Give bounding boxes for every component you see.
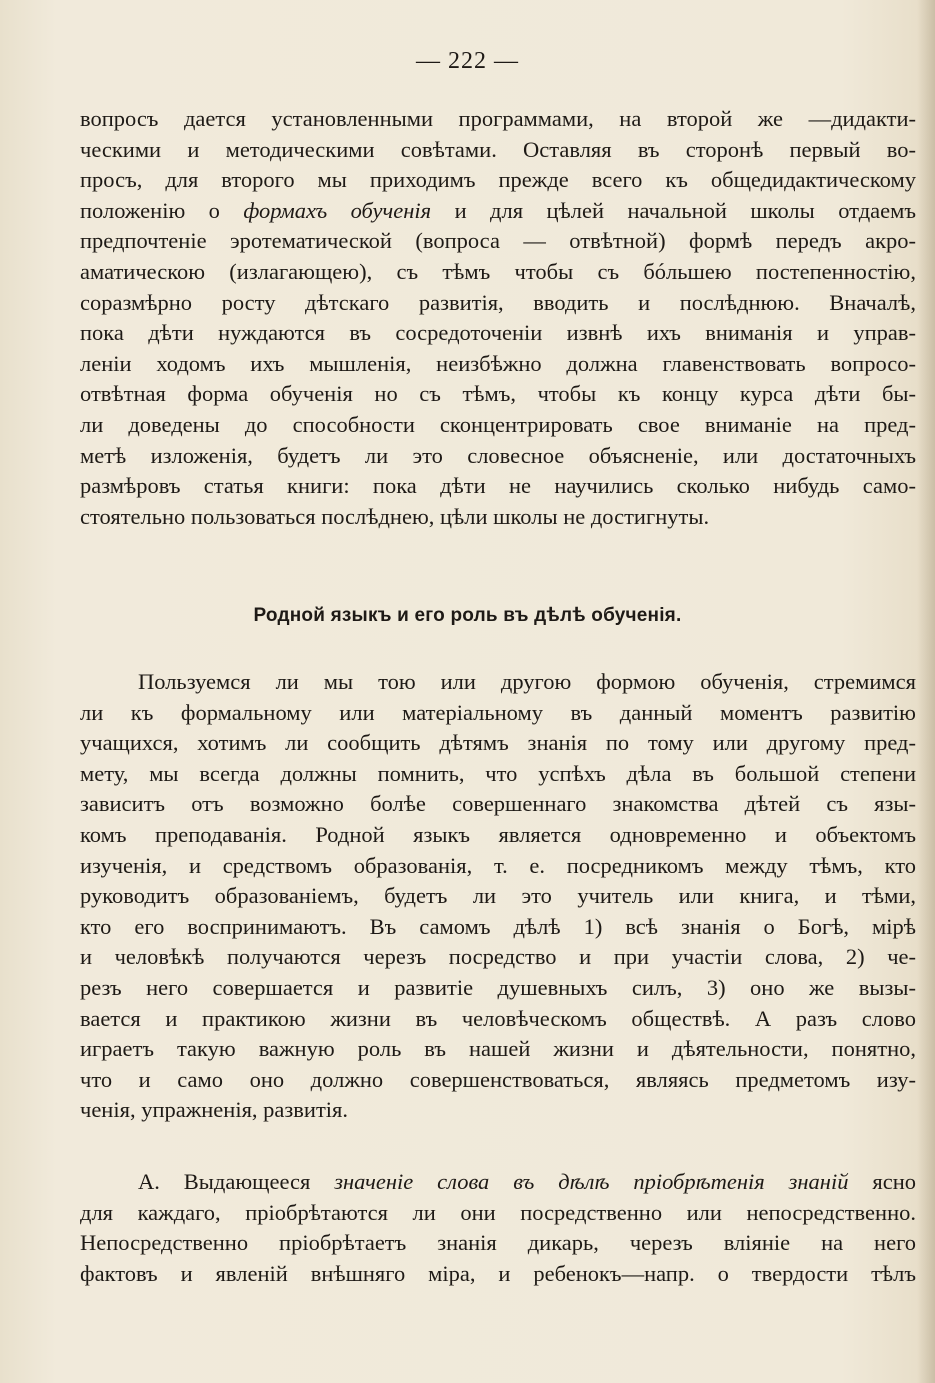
emphasized-text: значеніе слова въ дѣлѣ пріобрѣтенія знаній [334, 1169, 849, 1194]
text-line: резъ него совершается и развитіе душевныхъ силъ, 3) оно же вызы- [80, 974, 916, 1000]
text-line: для каждаго, пріобрѣтаются ли они посредственно или непосредственно. [80, 1199, 916, 1225]
text-run: и для цѣлей начальной школы отдаемъ [454, 197, 916, 223]
text-line: отвѣтная форма обученія но съ тѣмъ, чтобы къ концу курса дѣти бы- [80, 381, 916, 407]
text-line: Пользуемся ли мы тою или другою формою обученія, стремимся [138, 669, 916, 694]
text-run: положенію о [80, 197, 220, 223]
text-line: аматическою (излагающею), съ тѣмъ чтобы съ бóльшею постепенностію, [80, 258, 916, 284]
text-line: просъ, для второго мы приходимъ прежде всего къ общедидактическому [80, 167, 916, 193]
text-line: ли доведены до способности сконцентрировать свое вниманіе на пред- [80, 411, 916, 437]
emphasized-text: формахъ обученія [243, 197, 432, 223]
text-line: что и само оно должно совершенствоваться, являясь предметомъ изу- [80, 1066, 916, 1092]
text-line: ческими и методическими совѣтами. Оставляя въ сторонѣ первый во- [80, 136, 916, 162]
text-run: ясно [872, 1169, 916, 1194]
text-line: фактовъ и явленій внѣшняго міра, и ребенокъ—напр. о твердости тѣлъ [80, 1260, 916, 1286]
text-line: зависитъ отъ возможно болѣе совершеннаго знакомства дѣтей съ язы- [80, 791, 916, 817]
paragraph-2 [80, 667, 916, 1126]
text-line: играетъ такую важную роль въ нашей жизни и дѣятельности, понятно, [80, 1036, 916, 1062]
text-run: А. Выдающееся [138, 1169, 311, 1194]
text-line: и человѣкѣ получаются черезъ посредство и при участіи слова, 2) че- [80, 944, 916, 970]
text-line [80, 196, 916, 227]
text-line: кто его воспринимаютъ. Въ самомъ дѣлѣ 1) всѣ знанія о Богѣ, мірѣ [80, 913, 916, 939]
text-line [80, 1167, 916, 1198]
text-line: метѣ изложенія, будетъ ли это словесное объясненіе, или достаточныхъ [80, 442, 916, 468]
text-line: руководитъ образованіемъ, будетъ ли это учитель или книга, и тѣми, [80, 883, 916, 909]
text-line: стоятельно пользоваться послѣднею, цѣли школы не достигнуты. [80, 503, 710, 529]
page-edge-shadow [917, 0, 935, 1383]
text-line: комъ преподаванія. Родной языкъ является одновременно и объектомъ [80, 821, 916, 847]
text-line: изученія, и средствомъ образованія, т. е. посредникомъ между тѣмъ, кто [80, 852, 916, 878]
paragraph-1 [80, 104, 916, 532]
text-line: предпочтеніе эротематической (вопроса — отвѣтной) формѣ передъ акро- [80, 228, 916, 254]
text-line: ли къ формальному или матеріальному въ данный моментъ развитію [80, 699, 916, 725]
text-line: размѣровъ статья книги: пока дѣти не научились сколько нибудь само- [80, 473, 916, 499]
text-line: Непосредственно пріобрѣтаетъ знанія дикарь, черезъ вліяніе на него [80, 1230, 916, 1256]
text-line: соразмѣрно росту дѣтскаго развитія, вводить и послѣднюю. Вначалѣ, [80, 289, 916, 315]
page-number: — 222 — [416, 48, 519, 74]
text-line: ченія, упражненія, развитія. [80, 1097, 349, 1123]
paragraph-3 [80, 1167, 916, 1289]
text-line: учащихся, хотимъ ли сообщить дѣтямъ знанія по тому или другому пред- [80, 730, 916, 756]
section-heading: Родной языкъ и его роль въ дѣлѣ обученія. [253, 605, 682, 626]
text-line: вается и практикою жизни въ человѣческомъ обществѣ. А разъ слово [80, 1005, 916, 1031]
text-line: вопросъ дается установленными программами, на второй же —дидакти- [80, 106, 916, 131]
text-line: пока дѣти нуждаются въ сосредоточеніи извнѣ ихъ вниманія и управ- [80, 320, 916, 346]
text-line: мету, мы всегда должны помнить, что успѣхъ дѣла въ большой степени [80, 760, 916, 786]
text-line: леніи ходомъ ихъ мышленія, неизбѣжно должна главенствовать вопросо- [80, 350, 916, 376]
